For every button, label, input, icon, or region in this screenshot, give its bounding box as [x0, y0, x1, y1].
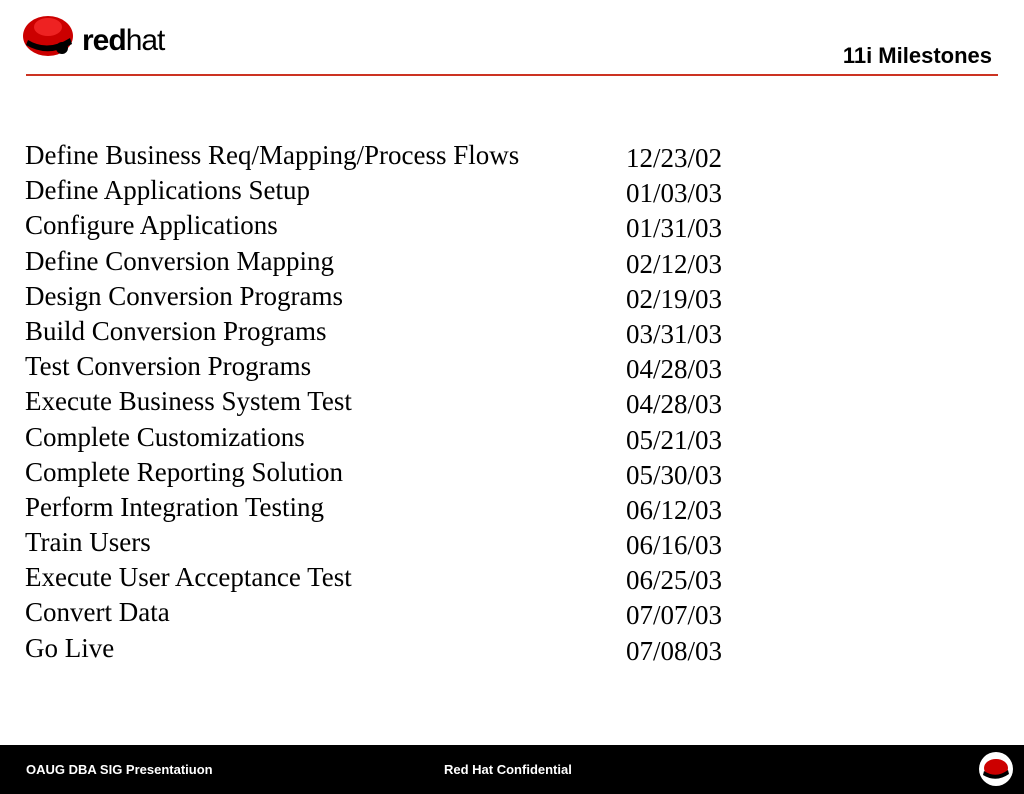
milestone-date: 01/31/03: [626, 213, 723, 244]
milestone-row: [25, 281, 745, 316]
milestone-date: 06/25/03: [626, 565, 723, 596]
shadowman-icon: [22, 12, 78, 58]
milestone-task: Define Conversion Mapping: [25, 245, 334, 276]
milestone-list: [25, 140, 745, 668]
milestone-row: [25, 210, 745, 245]
footer-presentation-title: OAUG DBA SIG Presentatiuon: [26, 762, 213, 777]
milestone-date: 07/08/03: [626, 635, 723, 666]
milestone-task: Perform Integration Testing: [25, 491, 325, 522]
milestone-date: 06/12/03: [626, 494, 723, 525]
milestone-row: [25, 422, 745, 457]
milestone-row: [25, 633, 745, 668]
logo-word-red: red: [82, 24, 126, 57]
milestone-task: Build Conversion Programs: [25, 315, 327, 346]
milestone-row: [25, 316, 745, 351]
milestone-row: [25, 527, 745, 562]
milestone-task: Convert Data: [25, 597, 170, 628]
milestone-date: 12/23/02: [626, 143, 723, 173]
milestone-row: [25, 246, 745, 281]
logo-wordmark: [82, 26, 164, 56]
milestone-date: 06/16/03: [626, 530, 723, 561]
milestone-date: 01/03/03: [626, 178, 723, 209]
milestone-row: [25, 457, 745, 492]
milestone-row: [25, 597, 745, 632]
milestone-task: Test Conversion Programs: [25, 351, 312, 382]
footer-bar: [0, 745, 1024, 794]
milestone-task: Design Conversion Programs: [25, 280, 343, 311]
milestone-task: Execute User Acceptance Test: [25, 562, 352, 593]
milestone-row: [25, 140, 745, 175]
milestone-row: [25, 351, 745, 386]
milestone-date: 05/21/03: [626, 424, 723, 455]
milestone-task: Define Business Req/Mapping/Process Flows: [25, 140, 520, 170]
milestone-date: 02/19/03: [626, 283, 723, 314]
milestone-task: Complete Customizations: [25, 421, 305, 452]
milestone-date: 02/12/03: [626, 248, 723, 279]
footer-confidential-label: Red Hat Confidential: [444, 762, 572, 777]
logo-word-hat: hat: [125, 24, 165, 57]
milestone-row: [25, 492, 745, 527]
milestone-row: [25, 175, 745, 210]
redhat-logo: [22, 12, 182, 58]
milestone-task: Complete Reporting Solution: [25, 456, 343, 487]
milestone-date: 04/28/03: [626, 354, 723, 385]
milestone-task: Define Applications Setup: [25, 175, 310, 206]
milestone-date: 03/31/03: [626, 318, 723, 349]
milestone-row: [25, 386, 745, 421]
milestone-task: Go Live: [25, 632, 115, 663]
milestone-date: 07/07/03: [626, 600, 723, 631]
header-divider: [26, 74, 998, 76]
milestone-date: 04/28/03: [626, 389, 723, 420]
milestone-date: 05/30/03: [626, 459, 723, 490]
milestone-row: [25, 562, 745, 597]
milestone-task: Configure Applications: [25, 210, 278, 241]
shadowman-icon: [978, 751, 1014, 787]
milestone-task: Execute Business System Test: [25, 386, 352, 417]
page-title: 11i Milestones: [842, 43, 992, 68]
milestone-task: Train Users: [25, 527, 151, 558]
